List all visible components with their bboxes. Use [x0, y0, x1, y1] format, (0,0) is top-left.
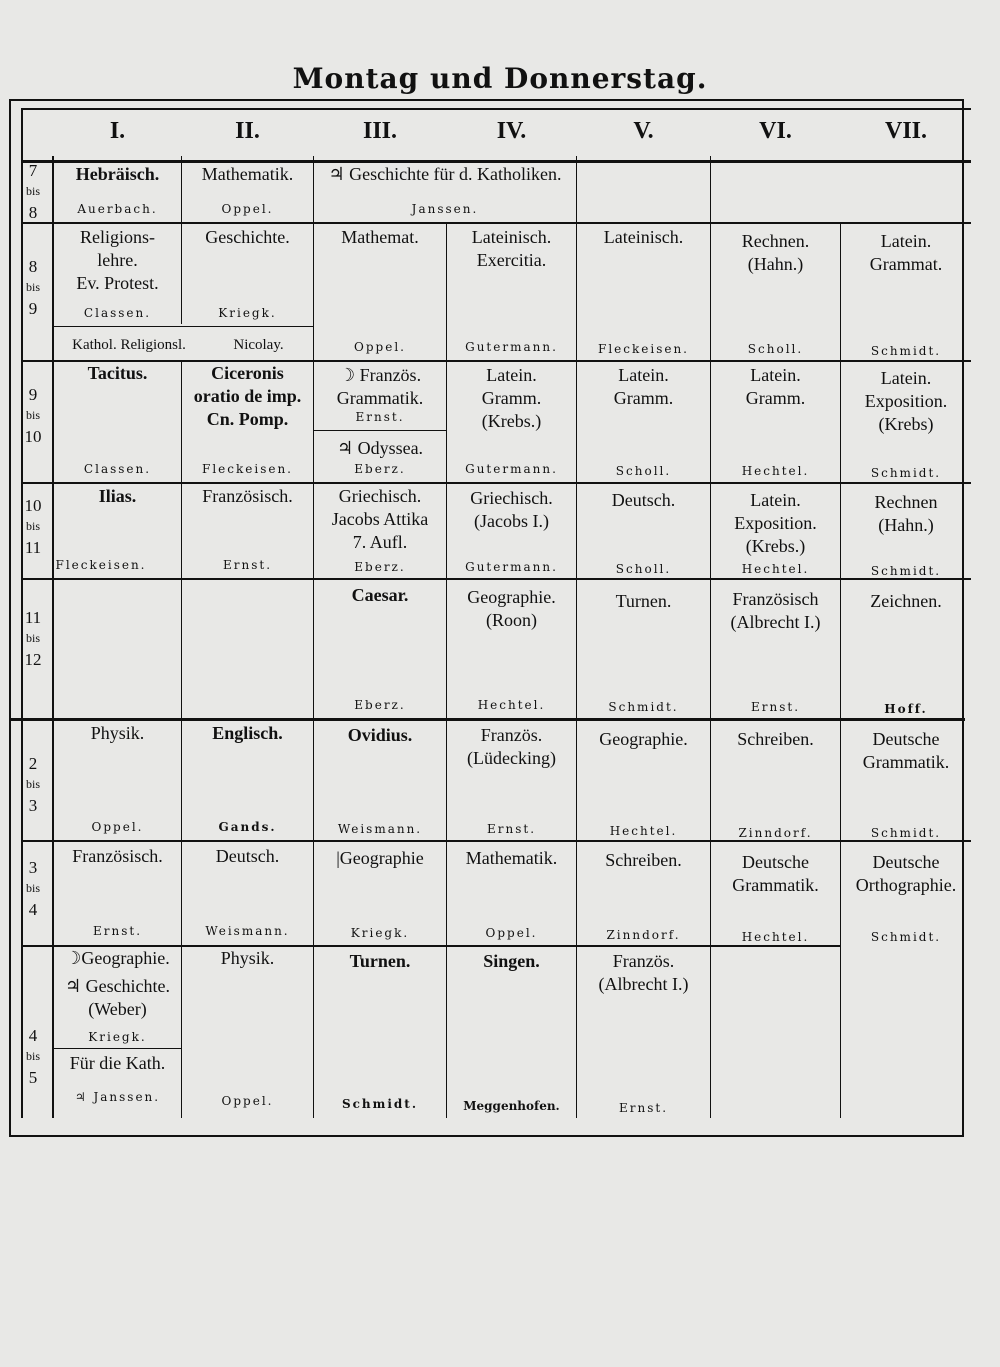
row-divider-1: [21, 222, 971, 224]
subject: Mathemat.: [341, 227, 419, 247]
row-divider-2a: [54, 326, 314, 327]
time-start: 7: [28, 161, 38, 180]
teacher: Hechtel.: [741, 464, 810, 478]
teacher: Ernst.: [486, 822, 537, 836]
teacher: Schmidt.: [870, 466, 942, 480]
teacher: Kriegk.: [88, 1030, 147, 1044]
row-divider-3: [21, 482, 971, 484]
subject: Deutsche Grammatik.: [732, 852, 819, 895]
subject: Französ. (Lüdecking): [467, 725, 556, 768]
teacher: Gutermann.: [465, 340, 558, 354]
teacher: Ernst.: [92, 924, 143, 938]
subject: Latein. Gramm. (Krebs.): [481, 365, 542, 431]
subject: Latein. Gramm.: [613, 365, 674, 408]
subject: Deutsche Orthographie.: [855, 852, 957, 895]
subject: Deutsch.: [215, 846, 280, 866]
col-divider-5: [710, 156, 711, 1118]
subject: Für die Kath.: [69, 1053, 166, 1073]
row-divider-4: [21, 578, 971, 580]
teacher: Schmidt.: [870, 564, 942, 578]
subject: Hebräisch.: [75, 164, 160, 184]
teacher: Schmidt.: [608, 700, 679, 714]
teacher: Gutermann.: [465, 560, 558, 574]
teacher: Schmidt.: [341, 1097, 419, 1111]
time-end: 4: [28, 900, 38, 919]
column-header: VII.: [884, 118, 927, 144]
subject: Griechisch. (Jacobs I.): [470, 488, 553, 531]
time-slot: [16, 1025, 50, 1088]
teacher: Gands.: [218, 820, 277, 834]
teacher: Janssen.: [411, 202, 479, 216]
subject: Singen.: [483, 951, 540, 971]
teacher: ♃ Janssen.: [74, 1090, 161, 1104]
time-bis: bis: [25, 184, 40, 198]
row-divider-8a: [54, 1048, 181, 1049]
subject: Tacitus.: [87, 363, 148, 383]
teacher: Fleckeisen.: [598, 342, 689, 356]
teacher: Fleckeisen.: [55, 558, 147, 572]
subject: Latein. Exposition. (Krebs): [864, 368, 948, 434]
row-divider-3a: [313, 430, 446, 431]
time-end: 3: [28, 796, 38, 815]
time-bis: bis: [25, 631, 40, 645]
teacher: Eberz.: [354, 462, 406, 476]
teacher: Ernst.: [618, 1101, 669, 1115]
teacher: Weismann.: [337, 822, 423, 836]
subject: Ciceronis oratio de imp. Cn. Pomp.: [193, 363, 302, 429]
col-divider-3: [446, 224, 447, 1118]
teacher: Ernst.: [222, 558, 273, 572]
row-divider-6: [21, 840, 971, 842]
column-header: III.: [362, 118, 398, 144]
subject: Deutsche Grammatik.: [862, 729, 950, 772]
teacher: Kriegk.: [218, 306, 277, 320]
subject: ☽Geographie.: [65, 948, 170, 968]
teacher: Oppel.: [354, 340, 406, 354]
subject: |Geographie: [336, 848, 424, 868]
time-bis: bis: [25, 280, 40, 294]
teacher: Scholl.: [747, 342, 804, 356]
teacher: Classen.: [83, 462, 152, 476]
subject: Ilias.: [98, 486, 137, 506]
subject: Französisch (Albrecht I.): [730, 589, 821, 632]
column-header: I.: [109, 118, 126, 144]
time-bis: bis: [25, 1049, 40, 1063]
time-slot: [16, 857, 50, 920]
time-slot: [16, 607, 50, 670]
time-end: 9: [28, 299, 38, 318]
teacher: Nicolay.: [233, 337, 284, 353]
time-start: 9: [28, 385, 38, 404]
time-start: 3: [28, 858, 38, 877]
subject: Französisch.: [202, 486, 293, 506]
column-header: IV.: [496, 118, 527, 144]
teacher: Zinndorf.: [738, 826, 813, 840]
time-slot: [16, 384, 50, 447]
col-divider-2: [313, 156, 314, 1118]
time-start: 4: [28, 1026, 38, 1045]
time-bis: bis: [25, 519, 40, 533]
subject: Schreiben.: [605, 850, 682, 870]
time-bis: bis: [25, 777, 40, 791]
column-header: II.: [235, 118, 260, 144]
teacher: Schmidt.: [870, 344, 942, 358]
teacher: Oppel.: [221, 1094, 274, 1108]
subject: Griechisch. Jacobs Attika 7. Aufl.: [331, 486, 429, 552]
time-start: 10: [24, 496, 42, 515]
subject: Turnen.: [615, 591, 672, 611]
subject: ♃ Geschichte. (Weber): [64, 976, 171, 1019]
subject: Physik.: [220, 948, 275, 968]
teacher: Auerbach.: [77, 202, 158, 216]
teacher: Classen.: [83, 306, 152, 320]
time-slot: [16, 753, 50, 816]
teacher: Hechtel.: [741, 562, 810, 576]
time-end: 8: [28, 203, 38, 222]
teacher: Ernst.: [355, 410, 405, 424]
teacher: Meggenhofen.: [463, 1099, 560, 1113]
time-slot: [16, 160, 50, 223]
subject: Kathol. Religionsl.: [72, 337, 186, 353]
teacher: Ernst.: [750, 700, 801, 714]
subject: ♃ Geschichte für d. Katholiken.: [328, 164, 562, 184]
teacher: Gutermann.: [465, 462, 558, 476]
time-start: 8: [28, 257, 38, 276]
time-column-divider: [52, 156, 54, 1118]
subject: Rechnen. (Hahn.): [741, 231, 810, 274]
time-start: 11: [24, 608, 42, 627]
subject: Religions- lehre. Ev. Protest.: [76, 227, 159, 293]
subject: Lateinisch.: [603, 227, 684, 247]
subject: Latein. Grammat.: [869, 231, 943, 274]
subject: Rechnen (Hahn.): [874, 492, 938, 535]
subject: Physik.: [90, 723, 145, 743]
time-bis: bis: [25, 881, 40, 895]
subject: Latein. Gramm.: [745, 365, 806, 408]
page-title: Montag und Donnerstag.: [292, 62, 708, 95]
subject: Französisch.: [72, 846, 163, 866]
teacher: Oppel.: [91, 820, 144, 834]
noon-divider: [10, 718, 965, 721]
teacher: Zinndorf.: [606, 928, 681, 942]
teacher: Eberz.: [354, 560, 406, 574]
subject: Ovidius.: [347, 725, 413, 745]
teacher: Oppel.: [221, 202, 274, 216]
time-slot: [16, 256, 50, 319]
time-end: 11: [24, 538, 42, 557]
subject: Französ. (Albrecht I.): [598, 951, 689, 994]
teacher: Schmidt.: [870, 826, 942, 840]
subject: Zeichnen.: [870, 591, 942, 611]
teacher: Hechtel.: [477, 698, 546, 712]
time-start: 2: [28, 754, 38, 773]
teacher: Oppel.: [485, 926, 538, 940]
teacher: Hoff.: [884, 702, 928, 716]
teacher: Hechtel.: [741, 930, 810, 944]
subject: Geschichte.: [205, 227, 290, 247]
time-end: 12: [24, 650, 42, 669]
subject: Latein. Exposition. (Krebs.): [734, 490, 817, 556]
subject: Mathematik.: [201, 164, 294, 184]
subject: Geographie. (Roon): [467, 587, 556, 630]
teacher: Fleckeisen.: [202, 462, 293, 476]
subject: ♃ Odyssea.: [336, 438, 424, 458]
time-bis: bis: [25, 408, 40, 422]
subject: Lateinisch. Exercitia.: [471, 227, 552, 270]
time-end: 10: [24, 427, 42, 446]
teacher: Weismann.: [205, 924, 290, 938]
teacher: Schmidt.: [870, 930, 942, 944]
teacher: Scholl.: [615, 562, 672, 576]
column-header: V.: [633, 118, 654, 144]
teacher: Eberz.: [354, 698, 406, 712]
teacher: Scholl.: [615, 464, 672, 478]
time-end: 5: [28, 1068, 38, 1087]
teacher: Hechtel.: [609, 824, 678, 838]
column-header: VI.: [759, 118, 792, 144]
subject: Deutsch.: [611, 490, 676, 510]
col-divider-6: [840, 224, 841, 1118]
subject: Schreiben.: [737, 729, 814, 749]
subject: Caesar.: [351, 585, 409, 605]
teacher: Kriegk.: [350, 926, 410, 940]
time-slot: [16, 495, 50, 558]
subject: Geographie.: [599, 729, 688, 749]
subject: Turnen.: [349, 951, 411, 971]
subject: ☽ Französ. Grammatik.: [336, 365, 424, 408]
subject: Englisch.: [212, 723, 283, 743]
subject: Mathematik.: [465, 848, 558, 868]
